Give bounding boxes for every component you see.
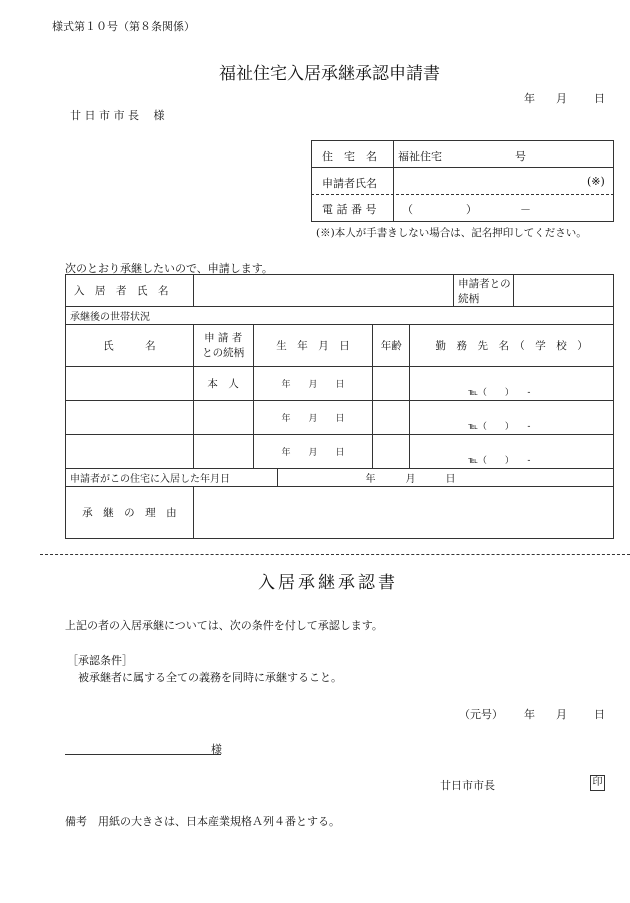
approval-body: 上記の者の入居承継については、次の条件を付して承認します。 xyxy=(65,619,383,632)
col-work: 勤 務 先 名 （ 学 校 ） xyxy=(410,325,614,367)
remarks: 備考 用紙の大きさは、日本産業規格Ａ列４番とする。 xyxy=(65,815,340,828)
member-age-field[interactable] xyxy=(373,435,410,469)
household-row xyxy=(66,435,614,469)
reason-label: 承 継 の 理 由 xyxy=(66,487,194,539)
applicant-note: (※)本人が手書きしない場合は、記名押印してください。 xyxy=(316,227,587,239)
col-name: 氏 名 xyxy=(66,325,194,367)
member-birth-field[interactable]: 年 月 日 xyxy=(253,401,373,435)
addressee: 廿 日 市 市 長 様 xyxy=(70,109,165,122)
member-birth-field[interactable]: 年 月 日 xyxy=(253,367,373,401)
applicant-name-field[interactable] xyxy=(398,172,603,192)
cut-line xyxy=(40,554,630,555)
member-relation-field[interactable] xyxy=(193,401,253,435)
phone-paren-close: ） xyxy=(466,203,477,216)
resident-row xyxy=(66,275,614,307)
recipient-name-field[interactable] xyxy=(66,736,210,752)
housing-value[interactable]: 福祉住宅 xyxy=(398,150,442,163)
member-name-field[interactable] xyxy=(66,367,194,401)
phone-dash: － xyxy=(520,203,531,216)
member-work-field[interactable]: ℡（ ） - xyxy=(410,401,614,435)
moved-in-date-field[interactable]: 年 月 日 xyxy=(277,469,613,487)
phone-label: 電 話 番 号 xyxy=(322,203,377,216)
reason-field[interactable] xyxy=(193,487,613,539)
member-name-field[interactable] xyxy=(66,401,194,435)
phone-field[interactable] xyxy=(398,198,603,218)
name-mark: (※) xyxy=(587,175,605,188)
condition-heading: ［承認条件］ xyxy=(67,654,133,667)
household-label: 承継後の世帯状況 xyxy=(66,307,614,325)
approval-era: （元号） xyxy=(459,708,503,721)
approval-year: 年 xyxy=(524,708,535,721)
member-relation-self: 本 人 xyxy=(193,367,253,401)
moved-in-row xyxy=(66,469,614,487)
col-age: 年齢 xyxy=(373,325,410,367)
seal-mark: 印 xyxy=(590,775,605,791)
date-year-label: 年 xyxy=(524,92,535,105)
household-row xyxy=(66,401,614,435)
approval-day: 日 xyxy=(594,708,605,721)
household-row xyxy=(66,367,614,401)
approval-title: 入居承継承認書 xyxy=(258,573,398,593)
condition-text: 被承継者に属する全ての義務を同時に承継すること。 xyxy=(78,671,342,684)
member-work-field[interactable]: ℡（ ） - xyxy=(410,367,614,401)
form-title: 福祉住宅入居承継承認申請書 xyxy=(219,64,440,84)
housing-suffix: 号 xyxy=(515,150,526,163)
member-age-field[interactable] xyxy=(373,401,410,435)
request-text: 次のとおり承継したいので、申請します。 xyxy=(65,262,273,275)
resident-name-field[interactable] xyxy=(193,275,453,307)
col-birth: 生 年 月 日 xyxy=(253,325,373,367)
resident-name-label: 入 居 者 氏 名 xyxy=(66,275,194,307)
household-heading-row xyxy=(66,307,614,325)
reason-row xyxy=(66,487,614,539)
member-name-field[interactable] xyxy=(66,435,194,469)
approval-month: 月 xyxy=(556,708,567,721)
household-table xyxy=(65,274,614,539)
recipient-line xyxy=(65,754,221,755)
member-birth-field[interactable]: 年 月 日 xyxy=(253,435,373,469)
column-header-row xyxy=(66,325,614,367)
moved-in-label: 申請者がこの住宅に入居した年月日 xyxy=(66,469,278,487)
member-relation-field[interactable] xyxy=(193,435,253,469)
form-number: 様式第１０号（第８条関係） xyxy=(52,20,195,33)
housing-label: 住 宅 名 xyxy=(322,150,377,163)
date-month-label: 月 xyxy=(556,92,567,105)
member-age-field[interactable] xyxy=(373,367,410,401)
col-relation: 申 請 者 との続柄 xyxy=(193,325,253,367)
relation-field[interactable] xyxy=(514,275,614,307)
member-work-field[interactable]: ℡（ ） - xyxy=(410,435,614,469)
mayor-label: 廿日市市長 xyxy=(440,779,495,792)
applicant-name-label: 申請者氏名 xyxy=(322,177,377,190)
recipient-honorific: 様 xyxy=(211,743,222,756)
date-day-label: 日 xyxy=(594,92,605,105)
phone-paren-open: （ xyxy=(402,203,413,216)
relation-label: 申請者との続柄 xyxy=(454,275,514,307)
